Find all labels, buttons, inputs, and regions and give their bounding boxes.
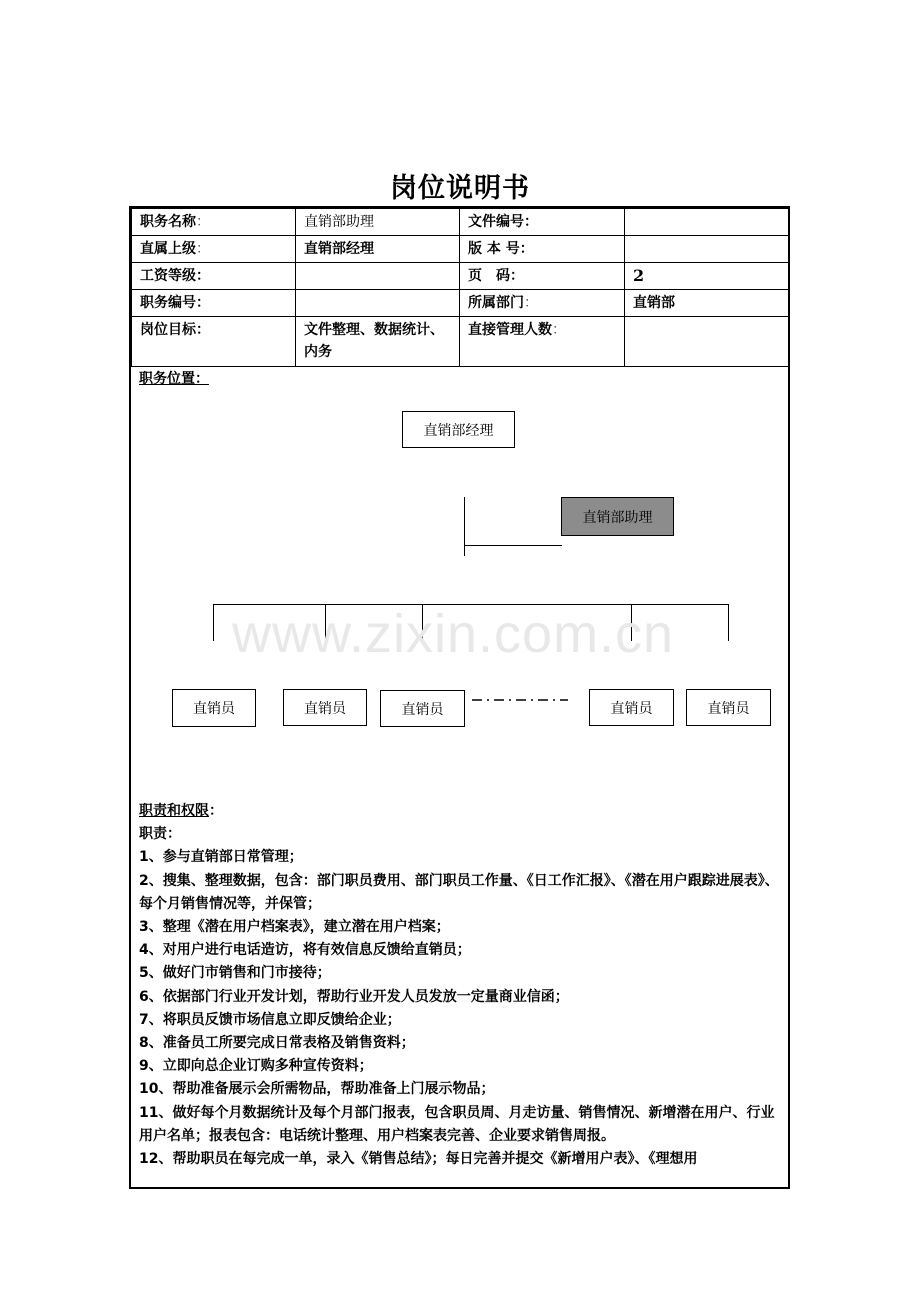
managed-count-label: 直接管理人数： (460, 317, 625, 367)
duty-item-11: 11、做好每个月数据统计及每个月部门报表，包含职员周、月走访量、销售情况、新增潜在用户、行业用户名单；报表包含：电话统计整理、用户档案表完善、企业要求销售周报。 (139, 1104, 775, 1144)
goal-label: 岗位目标： (132, 317, 296, 367)
duties-section (139, 800, 783, 1171)
goal-value: 文件整理、数据统计、内务 (296, 317, 460, 367)
staff-box-3: 直销员 (380, 690, 465, 727)
duty-item-2: 2、搜集、整理数据，包含：部门职员费用、部门职员工作量、《日工作汇报》、《潜在用户跟踪进展表》、每个月销售情况等，并保管； (139, 872, 779, 912)
position-name-value: 直销部助理 (296, 209, 460, 236)
version-value (625, 236, 789, 263)
staff-box-4: 直销员 (589, 689, 674, 726)
staff-drop-5 (728, 604, 729, 641)
superior-value: 直销部经理 (296, 236, 460, 263)
managed-count-value (625, 317, 789, 367)
staff-box-1: 直销员 (172, 689, 256, 727)
version-label: 版 本 号： (460, 236, 625, 263)
assistant-box: 直销部助理 (561, 497, 674, 536)
page-value: 2 (625, 263, 789, 290)
duty-item-6: 6、依据部门行业开发计划，帮助行业开发人员发放一定量商业信函； (139, 988, 569, 1005)
ellipsis-connector (470, 692, 570, 704)
position-name-label: 职务名称： (132, 209, 296, 236)
salary-grade-value (296, 263, 460, 290)
duty-item-12: 12、帮助职员在每完成一单，录入《销售总结》；每日完善并提交《新增用户表》、《理想用 (139, 1151, 698, 1168)
page-label: 页 码： (460, 263, 625, 290)
watermark: www.zixin.com.cn (232, 604, 675, 664)
duties-sub-label: 职责： (139, 826, 181, 843)
duty-item-1: 1、参与直销部日常管理； (139, 849, 303, 866)
superior-label: 直属上级： (132, 236, 296, 263)
duty-item-9: 9、立即向总企业订购多种宣传资料； (139, 1058, 373, 1075)
duty-item-7: 7、将职员反馈市场信息立即反馈给企业； (139, 1011, 401, 1028)
duty-item-5: 5、做好门市销售和门市接待； (139, 965, 331, 982)
manager-box: 直销部经理 (402, 411, 515, 448)
file-no-label: 文件编号： (460, 209, 625, 236)
connector-horizontal (464, 545, 562, 546)
duty-item-10: 10、帮助准备展示会所需物品，帮助准备上门展示物品； (139, 1081, 495, 1098)
file-no-value (625, 209, 789, 236)
duty-item-3: 3、整理《潜在用户档案表》，建立潜在用户档案； (139, 919, 450, 936)
position-no-label: 职务编号： (132, 290, 296, 317)
salary-grade-label: 工资等级： (132, 263, 296, 290)
position-section-label: 职务位置： (139, 371, 209, 387)
document-title: 岗位说明书 (390, 173, 530, 204)
info-table (131, 208, 789, 367)
staff-box-5: 直销员 (686, 689, 771, 726)
staff-drop-1 (213, 604, 214, 641)
duty-item-8: 8、准备员工所要完成日常表格及销售资料； (139, 1035, 415, 1052)
department-value: 直销部 (625, 290, 789, 317)
duties-heading: 职责和权限： (139, 803, 223, 819)
position-no-value (296, 290, 460, 317)
connector-vertical (464, 497, 465, 556)
department-label: 所属部门： (460, 290, 625, 317)
duty-item-4: 4、对用户进行电话造访，将有效信息反馈给直销员； (139, 942, 471, 959)
staff-box-2: 直销员 (283, 689, 367, 726)
